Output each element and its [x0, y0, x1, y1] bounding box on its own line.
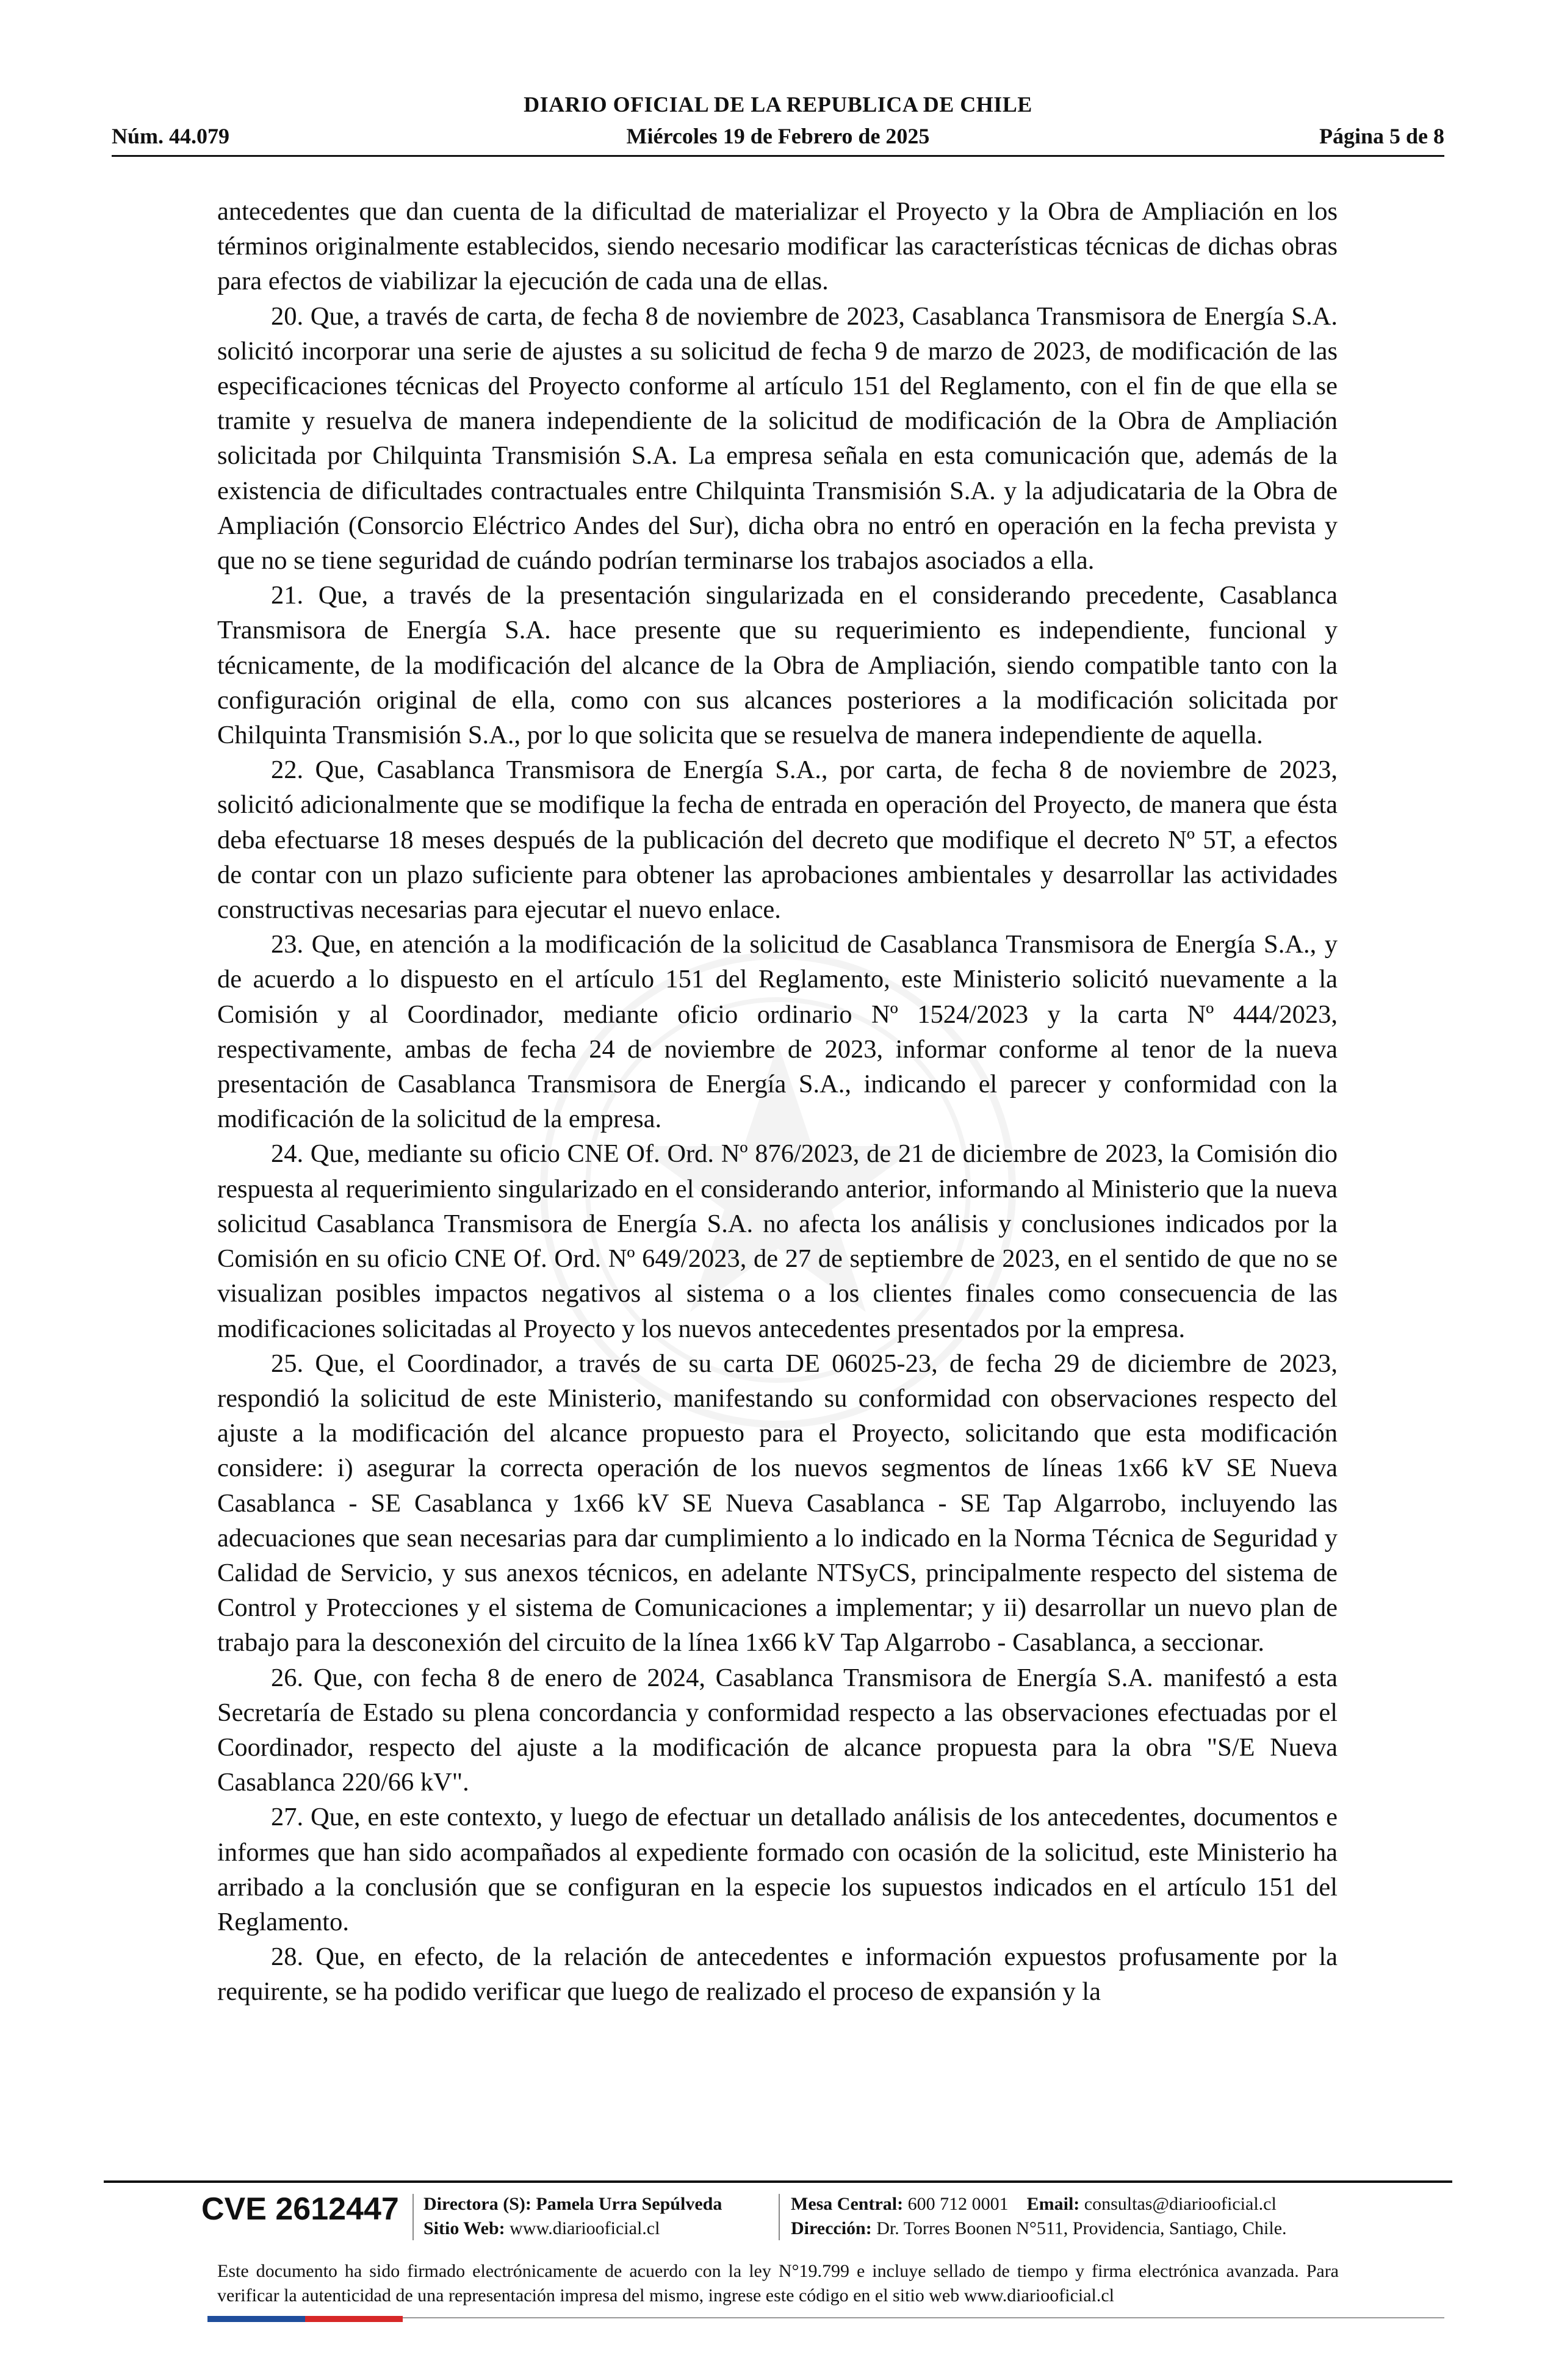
email-label: Email: [1026, 2194, 1080, 2214]
footer-bottom-line [403, 2317, 1444, 2318]
footer-separator [779, 2194, 780, 2240]
email-link[interactable]: consultas@diariooficial.cl [1084, 2194, 1277, 2214]
paragraph-21: 21. Que, a través de la presentación singularizada en el considerando precedente, Casablanca Transmisora de Energía S.A. hace presente que su requerimiento es independiente, funcional y técnicamente, de la modificación del alcance de la Obra de Ampliación, siendo compatible tanto con la configuración original de ella, como con sus alcances posteriores a la modificación solicitada por Chilquinta Transmisión S.A., por lo que solicita que se resuelva de manera independiente de aquella. [217, 581, 1338, 750]
gazette-title: DIARIO OFICIAL DE LA REPUBLICA DE CHILE [524, 92, 1032, 117]
paragraph-25: 25. Que, el Coordinador, a través de su carta DE 06025-23, de fecha 29 de diciembre de 2023, respondió la solicitud de este Ministerio, manifestando su conformidad con observaciones respecto del ajuste a la modificación del alcance propuesto para el Proyecto, solicitando que esta modificación considere: i) asegurar la correcta operación de los nuevos segmentos de líneas 1x66 kV SE Nueva Casablanca - SE Casablanca y 1x66 kV SE Nueva Casablanca - SE Tap Algarrobo, incluyendo las adecuaciones que sean necesarias para dar cumplimiento a lo indicado en la Norma Técnica de Seguridad y Calidad de Servicio, y sus anexos técnicos, en adelante NTSyCS, principalmente respecto del sistema de Control y Protecciones y el sistema de Comunicaciones a implementar; y ii) desarrollar un nuevo plan de trabajo para la desconexión del circuito de la línea 1x66 kV Tap Algarrobo - Casablanca, a seccionar. [217, 1349, 1338, 1657]
paragraph-27: 27. Que, en este contexto, y luego de efectuar un detallado análisis de los antecedentes, documentos e informes que han sido acompañados al expediente formado con ocasión de la solicitud, este Ministerio ha arribado a la conclusión que se configuran en la especie los supuestos indicados en el artículo 151 del Reglamento. [217, 1803, 1338, 1936]
footer-contact-block [791, 2192, 1287, 2241]
page-header [112, 92, 1444, 159]
address-value: Dr. Torres Boonen N°511, Providencia, Santiago, Chile. [876, 2218, 1287, 2238]
website-link[interactable]: www.diariooficial.cl [510, 2218, 660, 2238]
paragraph-continuation: antecedentes que dan cuenta de la dificultad de materializar el Proyecto y la Obra de Ampliación en los términos originalmente establecidos, siendo necesario modificar las características técnicas de dichas obras para efectos de viabilizar la ejecución de cada una de ellas. [217, 197, 1338, 296]
document-body [217, 194, 1338, 2010]
issue-date: Miércoles 19 de Febrero de 2025 [626, 124, 930, 148]
address-label: Dirección: [791, 2218, 872, 2238]
paragraph-28: 28. Que, en efecto, de la relación de antecedentes e información expuestos profusamente por la requirente, se ha podido verificar que luego de realizado el proceso de expansión y la [217, 1942, 1338, 2007]
cve-code: CVE 2612447 [201, 2191, 399, 2227]
paragraph-26: 26. Que, con fecha 8 de enero de 2024, Casablanca Transmisora de Energía S.A. manifestó a esta Secretaría de Estado su plena concordancia y conformidad respecto a las observaciones efectuadas por el Coordinador, respecto del ajuste a la modificación de alcance propuesta para la obra "S/E Nueva Casablanca 220/66 kV". [217, 1663, 1338, 1797]
issue-number: Núm. 44.079 [112, 124, 230, 148]
flag-color-bar [207, 2316, 403, 2322]
paragraph-23: 23. Que, en atención a la modificación de la solicitud de Casablanca Transmisora de Energía S.A., y de acuerdo a lo dispuesto en el artículo 151 del Reglamento, este Ministerio solicitó nuevamente a la Comisión y al Coordinador, mediante oficio ordinario Nº 1524/2023 y la carta Nº 444/2023, respectivamente, ambas de fecha 24 de noviembre de 2023, informar conforme al tenor de la nueva presentación de Casablanca Transmisora de Energía S.A., indicando el parecer y conformidad con la modificación de la solicitud de la empresa. [217, 930, 1338, 1134]
paragraph-24: 24. Que, mediante su oficio CNE Of. Ord. Nº 876/2023, de 21 de diciembre de 2023, la Comisión dio respuesta al requerimiento singularizado en el considerando anterior, informando al Ministerio que la nueva solicitud Casablanca Transmisora de Energía S.A. no afecta los análisis y conclusiones indicados por la Comisión en su oficio CNE Of. Ord. Nº 649/2023, de 27 de septiembre de 2023, en el sentido de que no se visualizan posibles impactos negativos al sistema o a los clientes finales como consecuencia de las modificaciones solicitadas al Proyecto y los nuevos antecedentes presentados por la empresa. [217, 1139, 1338, 1343]
footer-separator [412, 2194, 414, 2240]
page-number: Página 5 de 8 [1319, 124, 1444, 148]
flag-bar-blue [207, 2316, 305, 2322]
flag-bar-red [305, 2316, 403, 2322]
director-name: Directora (S): Pamela Urra Sepúlveda [423, 2194, 722, 2214]
paragraph-22: 22. Que, Casablanca Transmisora de Energía S.A., por carta, de fecha 8 de noviembre de 2023, solicitó adicionalmente que se modifique la fecha de entrada en operación del Proyecto, de manera que ésta deba efectuarse 18 meses después de la publicación del decreto que modifique el decreto Nº 5T, a efectos de contar con un plazo suficiente para obtener las aprobaciones ambientales y desarrollar las actividades constructivas necesarias para ejecutar el nuevo enlace. [217, 755, 1338, 925]
footer-divider [104, 2180, 1452, 2183]
phone-label: Mesa Central: [791, 2194, 904, 2214]
signature-notice: Este documento ha sido firmado electrónicamente de acuerdo con la ley N°19.799 e incluye sellado de tiempo y firma electrónica avanzada. Para verificar la autenticidad de una representación impresa del mismo, ingrese este código en el sitio web www.diariooficial.cl [217, 2261, 1339, 2306]
phone-value: 600 712 0001 [907, 2194, 1009, 2214]
footer-director-block [423, 2192, 722, 2241]
header-divider [112, 155, 1444, 157]
website-label: Sitio Web: [423, 2218, 505, 2238]
paragraph-20: 20. Que, a través de carta, de fecha 8 de noviembre de 2023, Casablanca Transmisora de Energía S.A. solicitó incorporar una serie de ajustes a su solicitud de fecha 9 de marzo de 2023, de modificación de las especificaciones técnicas del Proyecto conforme al artículo 151 del Reglamento, con el fin de que ella se tramite y resuelva de manera independiente de la solicitud de modificación de la Obra de Ampliación solicitada por Chilquinta Transmisión S.A. La empresa señala en esta comunicación que, además de la existencia de dificultades contractuales entre Chilquinta Transmisión S.A. y la adjudicataria de la Obra de Ampliación (Consorcio Eléctrico Andes del Sur), dicha obra no entró en operación en la fecha prevista y que no se tiene seguridad de cuándo podrían terminarse los trabajos asociados a ella. [217, 301, 1338, 575]
